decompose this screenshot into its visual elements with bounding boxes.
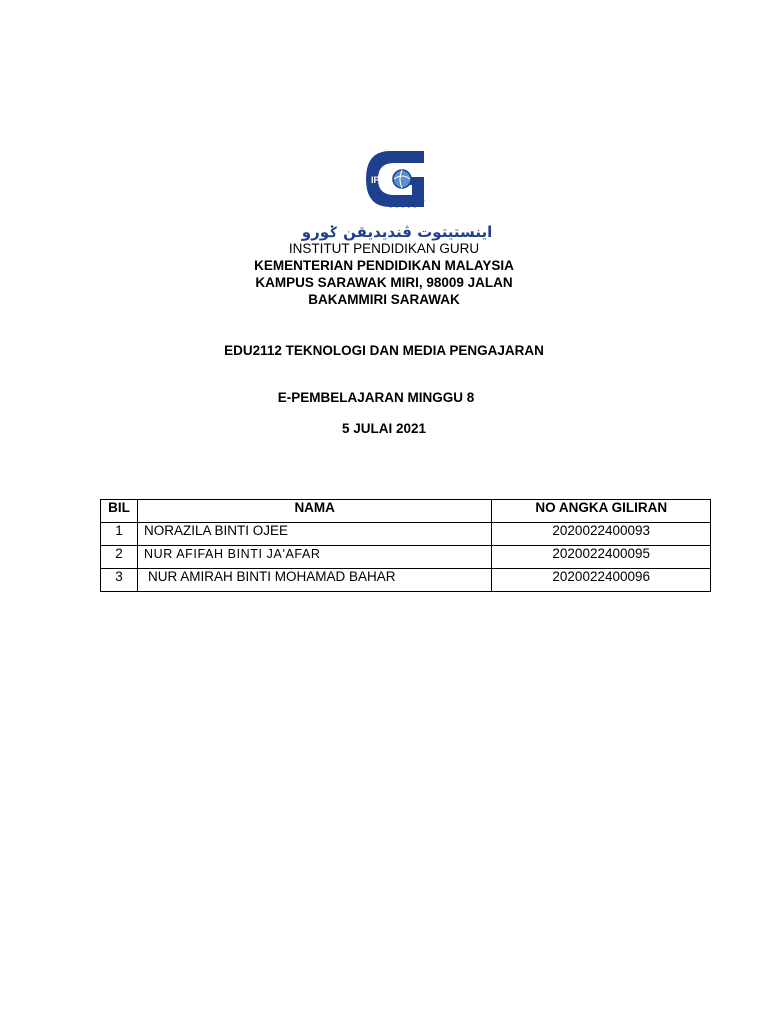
- svg-text:اينستيتوت ڤنديديقن ݢورو: اينستيتوت ڤنديديقن ݢورو: [301, 223, 493, 241]
- header-bil: BIL: [101, 500, 138, 523]
- ministry-name: KEMENTERIAN PENDIDIKAN MALAYSIA: [254, 258, 514, 273]
- campus-address-line1: KAMPUS SARAWAK MIRI, 98009 JALAN: [255, 275, 513, 290]
- row-nama: NUR AFIFAH BINTI JA'AFAR: [137, 546, 491, 569]
- table-row: [101, 546, 711, 569]
- table-row: [101, 569, 711, 592]
- row-no-angka-giliran: 2020022400093: [492, 523, 711, 546]
- institute-name: INSTITUT PENDIDIKAN GURU: [288, 241, 480, 256]
- table-header-row: [101, 500, 711, 523]
- row-nama: NORAZILA BINTI OJEE: [137, 523, 491, 546]
- members-table: [100, 499, 711, 592]
- header-nama: NAMA: [137, 500, 491, 523]
- course-title: EDU2112 TEKNOLOGI DAN MEDIA PENGAJARAN: [224, 343, 544, 358]
- institute-logo: [286, 143, 508, 243]
- svg-text:IPG: IPG: [371, 175, 387, 185]
- row-bil: 3: [101, 569, 138, 592]
- row-nama: NUR AMIRAH BINTI MOHAMAD BAHAR: [137, 569, 491, 592]
- document-date: 5 JULAI 2021: [341, 421, 427, 436]
- row-no-angka-giliran: 2020022400095: [492, 546, 711, 569]
- week-title: E-PEMBELAJARAN MINGGU 8: [277, 390, 475, 405]
- campus-address-line2: BAKAMMIRI SARAWAK: [308, 292, 460, 307]
- row-no-angka-giliran: 2020022400096: [492, 569, 711, 592]
- header-no-angka-giliran: NO ANGKA GILIRAN: [492, 500, 711, 523]
- ipg-emblem-icon: [286, 143, 508, 243]
- row-bil: 2: [101, 546, 138, 569]
- institute-header: [0, 240, 768, 308]
- table-row: [101, 523, 711, 546]
- row-bil: 1: [101, 523, 138, 546]
